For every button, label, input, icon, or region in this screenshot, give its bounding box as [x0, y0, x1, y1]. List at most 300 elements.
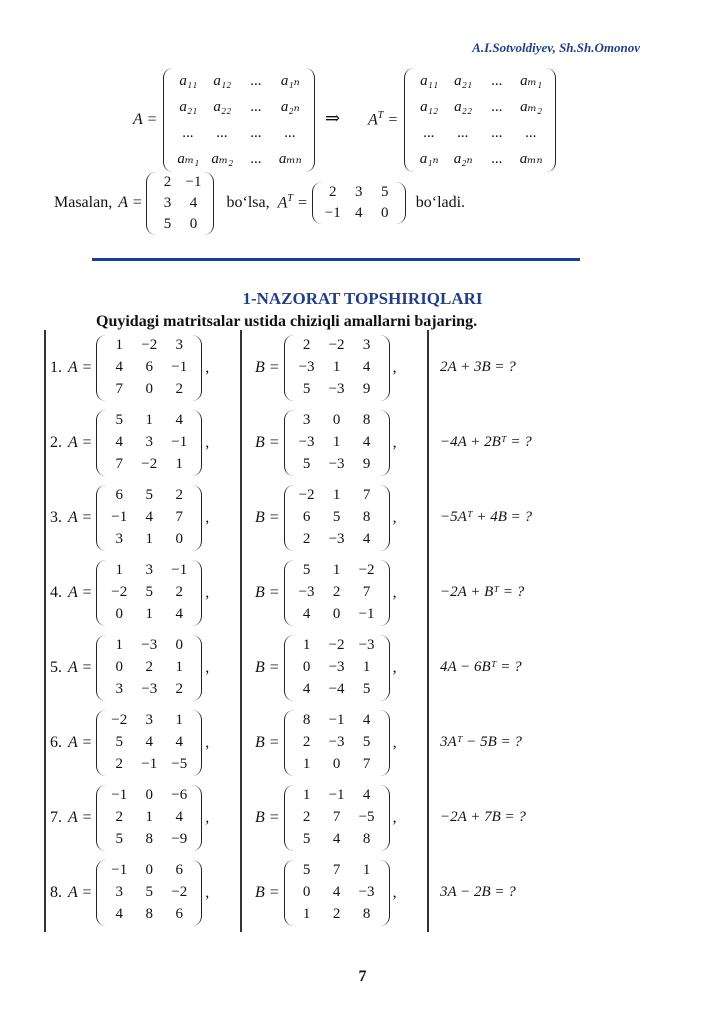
matrix-entry: −1	[328, 712, 345, 728]
matrix-entry: 3	[354, 184, 363, 200]
matrix-entry: −6	[171, 787, 188, 803]
matrix-entry: 1	[175, 712, 184, 728]
comma: ,	[205, 658, 210, 676]
problem-number: 1.	[50, 358, 62, 376]
matrix-entry: −1	[171, 562, 188, 578]
matrix-entry: 1	[115, 562, 124, 578]
task-expression: −2A + Bᵀ = ?	[440, 584, 525, 600]
matrix-entry: 7	[115, 456, 124, 472]
matrix-entry: 0	[380, 205, 389, 221]
matrix-entry: 0	[189, 215, 198, 232]
matrix-entry: ...	[250, 124, 262, 141]
matrix-entry: 5	[145, 884, 154, 900]
matrix-entry: 1	[332, 562, 341, 578]
section-title: 1-NAZORAT TOPSHIRIQLARI	[242, 289, 483, 308]
problem-task	[440, 855, 516, 930]
problem-matrix-b	[284, 785, 390, 851]
problem-number: 8.	[50, 883, 62, 901]
problem-row	[0, 705, 725, 780]
matrix-entry: 2	[115, 756, 124, 772]
problem-matrix-a	[96, 860, 202, 926]
matrix-entry: 4	[175, 606, 184, 622]
matrix-entry: ...	[284, 124, 296, 141]
task-expression: −4A + 2Bᵀ = ?	[440, 434, 532, 450]
matrix-entry: 1	[115, 337, 124, 353]
matrix-b-label: B =	[255, 583, 280, 601]
matrix-entry: aₘ₁	[177, 150, 200, 167]
problem-matrix-b-cell	[255, 330, 397, 405]
matrix-entry: 5	[362, 681, 371, 697]
matrix-entry: 7	[362, 756, 371, 772]
matrix-entry: −1	[358, 606, 375, 622]
problem-row	[0, 330, 725, 405]
matrix-entry: 4	[189, 194, 198, 211]
matrix-entry: 0	[145, 787, 154, 803]
task-expression: −5Aᵀ + 4B = ?	[440, 509, 532, 525]
problem-matrix-a-cell	[50, 555, 209, 630]
matrix-entry: 0	[175, 531, 184, 547]
matrix-entry: a₁₁	[420, 72, 439, 89]
matrix-entry: −2	[298, 487, 315, 503]
matrix-entry: 5	[163, 215, 172, 232]
problem-task	[440, 405, 532, 480]
matrix-entry: −2	[328, 637, 345, 653]
matrix-entry: −3	[328, 456, 345, 472]
matrix-entry: −1	[185, 173, 202, 190]
matrix-a-label: A =	[68, 358, 93, 376]
matrix-grid	[104, 410, 194, 476]
matrix-a-label: A =	[68, 883, 93, 901]
matrix-entry: ...	[250, 72, 262, 89]
matrix-entry: 4	[362, 359, 371, 375]
matrix-entry: ...	[491, 150, 503, 167]
matrix-entry: 1	[362, 862, 371, 878]
matrix-entry: ...	[525, 124, 537, 141]
matrix-entry: 1	[145, 809, 154, 825]
matrix-entry: 4	[175, 809, 184, 825]
matrix-entry: 3	[145, 562, 154, 578]
problem-row	[0, 780, 725, 855]
matrix-entry: 6	[145, 359, 154, 375]
matrix-entry: aₘₙ	[519, 150, 543, 167]
problem-number: 5.	[50, 658, 62, 676]
matrix-entry: −3	[328, 531, 345, 547]
matrix-entry: −3	[298, 359, 315, 375]
matrix-entry: 1	[175, 659, 184, 675]
matrix-entry: 7	[362, 584, 371, 600]
matrix-entry: 1	[302, 756, 311, 772]
matrix-entry: 1	[302, 906, 311, 922]
matrix-entry: 2	[175, 681, 184, 697]
problem-matrix-b-cell	[255, 780, 397, 855]
comma: ,	[392, 433, 397, 451]
matrix-entry: 4	[145, 509, 154, 525]
comma: ,	[205, 358, 210, 376]
matrix-entry: a₂₂	[213, 98, 232, 115]
matrix-entry: 6	[302, 509, 311, 525]
matrix-entry: 4	[354, 205, 363, 221]
problem-matrix-a-cell	[50, 705, 209, 780]
matrix-entry: −2	[141, 456, 158, 472]
matrix-entry: 1	[332, 434, 341, 450]
task-expression: 3Aᵀ − 5B = ?	[440, 734, 522, 750]
matrix-grid	[292, 335, 382, 401]
matrix-entry: 2	[175, 584, 184, 600]
comma: ,	[205, 733, 210, 751]
matrix-entry: a₁ₙ	[280, 72, 300, 89]
matrix-entry: 4	[115, 359, 124, 375]
matrix-entry: 1	[115, 637, 124, 653]
problem-number: 2.	[50, 433, 62, 451]
matrix-entry: a₂₂	[454, 98, 473, 115]
instruction-text: Quyidagi matritsalar ustida chiziqli amallarni bajaring.	[96, 313, 478, 330]
matrix-entry: 4	[332, 831, 341, 847]
matrix-entry: a₂ₙ	[280, 98, 300, 115]
problem-number: 3.	[50, 508, 62, 526]
matrix-entry: ...	[491, 72, 503, 89]
matrix-entry: 1	[145, 606, 154, 622]
problem-task	[440, 555, 524, 630]
matrix-entry: 5	[302, 862, 311, 878]
matrix-grid	[104, 635, 194, 701]
task-expression: −2A + 7B = ?	[440, 809, 526, 825]
matrix-entry: 5	[145, 487, 154, 503]
example-mid: bo‘lsa,	[226, 194, 270, 211]
matrix-entry: −1	[324, 205, 341, 221]
matrix-b-label: B =	[255, 733, 280, 751]
problem-matrix-b-cell	[255, 405, 397, 480]
matrix-grid	[104, 485, 194, 551]
matrix-entry: 7	[332, 862, 341, 878]
matrix-entry: 2	[302, 734, 311, 750]
matrix-entry: 4	[362, 787, 371, 803]
matrix-entry: ...	[491, 98, 503, 115]
example-line	[54, 168, 465, 238]
matrix-entry: a₁₂	[420, 98, 439, 115]
matrix-entry: −1	[141, 756, 158, 772]
task-expression: 3A − 2B = ?	[440, 884, 516, 900]
matrix-entry: −5	[358, 809, 375, 825]
matrix-grid	[292, 710, 382, 776]
matrix-a-label: A =	[68, 508, 93, 526]
example-suffix: bo‘ladi.	[415, 194, 466, 211]
matrix-entry: 3	[175, 337, 184, 353]
problem-matrix-b-cell	[255, 480, 397, 555]
problem-number: 4.	[50, 583, 62, 601]
matrix-a-label: A =	[68, 658, 93, 676]
problem-row	[0, 555, 725, 630]
general-matrix-at	[368, 68, 556, 172]
matrix-entry: 1	[175, 456, 184, 472]
matrix-entry: 7	[332, 809, 341, 825]
matrix-entry: 2	[332, 906, 341, 922]
problem-matrix-b	[284, 485, 390, 551]
problem-row	[0, 855, 725, 930]
matrix-grid	[104, 560, 194, 626]
matrix-grid	[292, 635, 382, 701]
matrix-entry: 2	[145, 659, 154, 675]
problem-matrix-a-cell	[50, 780, 209, 855]
matrix-entry: 5	[302, 456, 311, 472]
matrix-grid	[292, 560, 382, 626]
matrix-entry: 4	[175, 412, 184, 428]
matrix-entry: −3	[328, 659, 345, 675]
matrix-entry: 0	[115, 606, 124, 622]
matrix-entry: 8	[145, 906, 154, 922]
problem-matrix-b	[284, 410, 390, 476]
matrix-entry: −1	[171, 434, 188, 450]
matrix-grid	[104, 335, 194, 401]
matrix-a-label: A =	[68, 733, 93, 751]
matrix-entry: 9	[362, 381, 371, 397]
matrix-entry: 6	[175, 906, 184, 922]
matrix-entry: 1	[145, 531, 154, 547]
matrix-b-label: B =	[255, 808, 280, 826]
matrix-a-label: A =	[68, 808, 93, 826]
matrix-entry: 0	[332, 412, 341, 428]
matrix-entry: 0	[175, 637, 184, 653]
matrix-entry: ...	[423, 124, 435, 141]
matrix-entry: 5	[145, 584, 154, 600]
matrix-entry: −3	[141, 637, 158, 653]
problem-matrix-a	[96, 560, 202, 626]
matrix-grid	[104, 785, 194, 851]
matrix-entry: 0	[145, 381, 154, 397]
matrix-entry: 5	[380, 184, 389, 200]
matrix-entry: −2	[328, 337, 345, 353]
comma: ,	[205, 883, 210, 901]
matrix-entry: −3	[298, 584, 315, 600]
matrix-entry: 0	[332, 756, 341, 772]
implies-symbol: ⇒	[325, 108, 341, 128]
matrix-entry: 0	[302, 884, 311, 900]
matrix-entry: 1	[302, 637, 311, 653]
page-header: A.I.Sotvoldiyev, Sh.Sh.Omonov	[472, 40, 640, 55]
matrix-entry: 7	[362, 487, 371, 503]
problem-matrix-a	[96, 410, 202, 476]
matrix-entry: a₁ₙ	[419, 150, 439, 167]
matrix-entry: ...	[457, 124, 469, 141]
matrix-entry: 3	[115, 884, 124, 900]
matrix-entry: −2	[171, 884, 188, 900]
comma: ,	[392, 358, 397, 376]
problem-matrix-a-cell	[50, 330, 209, 405]
matrix-entry: aₘ₂	[211, 150, 234, 167]
matrix-entry: 1	[302, 787, 311, 803]
problem-matrix-a-cell	[50, 630, 209, 705]
matrix-entry: 0	[145, 862, 154, 878]
matrix-grid	[320, 182, 398, 224]
matrix-b-label: B =	[255, 883, 280, 901]
example-matrix-at	[312, 182, 406, 224]
matrix-b-label: B =	[255, 658, 280, 676]
task-expression: 2A + 3B = ?	[440, 359, 516, 375]
matrix-entry: aₘ₁	[520, 72, 543, 89]
matrix-entry: 4	[145, 734, 154, 750]
matrix-entry: 6	[175, 862, 184, 878]
problem-matrix-a	[96, 335, 202, 401]
matrix-entry: 2	[175, 381, 184, 397]
matrix-entry: 2	[332, 584, 341, 600]
matrix-entry: 4	[362, 531, 371, 547]
matrix-grid	[292, 485, 382, 551]
matrix-entry: a₂₁	[179, 98, 198, 115]
matrix-entry: −2	[358, 562, 375, 578]
matrix-entry: 3	[163, 194, 172, 211]
matrix-entry: 2	[302, 531, 311, 547]
general-matrix-at-body	[404, 68, 556, 172]
matrix-entry: 5	[115, 412, 124, 428]
matrix-entry: 3	[115, 681, 124, 697]
matrix-entry: ...	[491, 124, 503, 141]
matrix-entry: 3	[145, 712, 154, 728]
task-expression: 4A − 6Bᵀ = ?	[440, 659, 522, 675]
general-matrix-a-body	[163, 68, 315, 172]
matrix-b-label: B =	[255, 433, 280, 451]
problem-matrix-b	[284, 635, 390, 701]
comma: ,	[205, 508, 210, 526]
matrix-entry: 5	[302, 381, 311, 397]
problem-task	[440, 630, 522, 705]
matrix-entry: 5	[115, 831, 124, 847]
matrix-entry: 6	[115, 487, 124, 503]
matrix-entry: −1	[328, 787, 345, 803]
problem-matrix-b-cell	[255, 555, 397, 630]
problem-row	[0, 480, 725, 555]
problem-row	[0, 405, 725, 480]
matrix-entry: 7	[175, 509, 184, 525]
matrix-entry: −3	[298, 434, 315, 450]
matrix-entry: −3	[358, 637, 375, 653]
matrix-entry: −1	[171, 359, 188, 375]
matrix-entry: −3	[141, 681, 158, 697]
comma: ,	[205, 433, 210, 451]
matrix-grid	[171, 68, 307, 172]
matrix-entry: −3	[358, 884, 375, 900]
matrix-entry: 0	[332, 606, 341, 622]
matrix-entry: 8	[362, 906, 371, 922]
matrix-entry: −2	[141, 337, 158, 353]
comma: ,	[392, 583, 397, 601]
matrix-entry: 2	[115, 809, 124, 825]
matrix-a-label: A =	[68, 433, 93, 451]
matrix-entry: 1	[332, 487, 341, 503]
matrix-entry: 2	[175, 487, 184, 503]
matrix-entry: −4	[328, 681, 345, 697]
problem-matrix-a-cell	[50, 405, 209, 480]
problem-matrix-a	[96, 485, 202, 551]
section-divider	[92, 258, 580, 261]
matrix-entry: 2	[302, 809, 311, 825]
comma: ,	[205, 808, 210, 826]
matrix-grid	[154, 172, 206, 235]
matrix-entry: 3	[302, 412, 311, 428]
problem-number: 7.	[50, 808, 62, 826]
problem-task	[440, 480, 532, 555]
matrix-entry: 5	[115, 734, 124, 750]
matrix-entry: −2	[111, 584, 128, 600]
matrix-entry: a₂₁	[454, 72, 473, 89]
matrix-entry: −2	[111, 712, 128, 728]
comma: ,	[392, 733, 397, 751]
problem-task	[440, 330, 516, 405]
problem-matrix-a	[96, 635, 202, 701]
matrix-entry: ...	[250, 150, 262, 167]
matrix-entry: 8	[362, 509, 371, 525]
problem-matrix-b-cell	[255, 630, 397, 705]
general-at-label: $A^T$ =	[368, 110, 399, 129]
comma: ,	[205, 583, 210, 601]
matrix-entry: 5	[362, 734, 371, 750]
matrix-entry: 4	[115, 906, 124, 922]
matrix-entry: 4	[332, 884, 341, 900]
matrix-entry: −3	[328, 734, 345, 750]
matrix-entry: 8	[302, 712, 311, 728]
problem-matrix-a-cell	[50, 855, 209, 930]
matrix-b-label: B =	[255, 358, 280, 376]
comma: ,	[392, 883, 397, 901]
matrix-b-label: B =	[255, 508, 280, 526]
problem-matrix-b	[284, 335, 390, 401]
matrix-grid	[104, 710, 194, 776]
matrix-a-label: A =	[68, 583, 93, 601]
general-a-label: A =	[133, 111, 158, 128]
matrix-entry: ...	[182, 124, 194, 141]
matrix-grid	[292, 860, 382, 926]
example-at-label: $A^T$ =	[277, 193, 308, 212]
matrix-entry: 0	[115, 659, 124, 675]
example-matrix-a	[146, 172, 214, 235]
matrix-entry: 4	[362, 712, 371, 728]
problem-matrix-b	[284, 710, 390, 776]
matrix-entry: 7	[115, 381, 124, 397]
matrix-entry: −3	[328, 381, 345, 397]
matrix-entry: aₘ₂	[520, 98, 543, 115]
matrix-entry: ...	[216, 124, 228, 141]
problem-matrix-b-cell	[255, 855, 397, 930]
matrix-entry: 2	[163, 173, 172, 190]
matrix-entry: −1	[111, 509, 128, 525]
example-a-label: A =	[118, 194, 143, 211]
matrix-entry: ...	[250, 98, 262, 115]
matrix-entry: 2	[302, 337, 311, 353]
matrix-grid	[104, 860, 194, 926]
matrix-entry: 5	[302, 562, 311, 578]
matrix-entry: 1	[332, 359, 341, 375]
matrix-entry: −5	[171, 756, 188, 772]
matrix-entry: 8	[145, 831, 154, 847]
problem-matrix-a	[96, 710, 202, 776]
matrix-entry: 4	[175, 734, 184, 750]
problem-task	[440, 705, 522, 780]
matrix-entry: 4	[115, 434, 124, 450]
matrix-entry: 2	[328, 184, 337, 200]
comma: ,	[392, 808, 397, 826]
matrix-grid	[292, 410, 382, 476]
problem-row	[0, 630, 725, 705]
matrix-entry: 5	[302, 831, 311, 847]
matrix-entry: 5	[332, 509, 341, 525]
matrix-entry: a₁₂	[213, 72, 232, 89]
problem-matrix-a	[96, 785, 202, 851]
matrix-entry: 0	[302, 659, 311, 675]
matrix-entry: −1	[111, 787, 128, 803]
matrix-entry: −1	[111, 862, 128, 878]
problem-number: 6.	[50, 733, 62, 751]
matrix-entry: 9	[362, 456, 371, 472]
matrix-entry: 8	[362, 831, 371, 847]
matrix-grid	[412, 68, 548, 172]
